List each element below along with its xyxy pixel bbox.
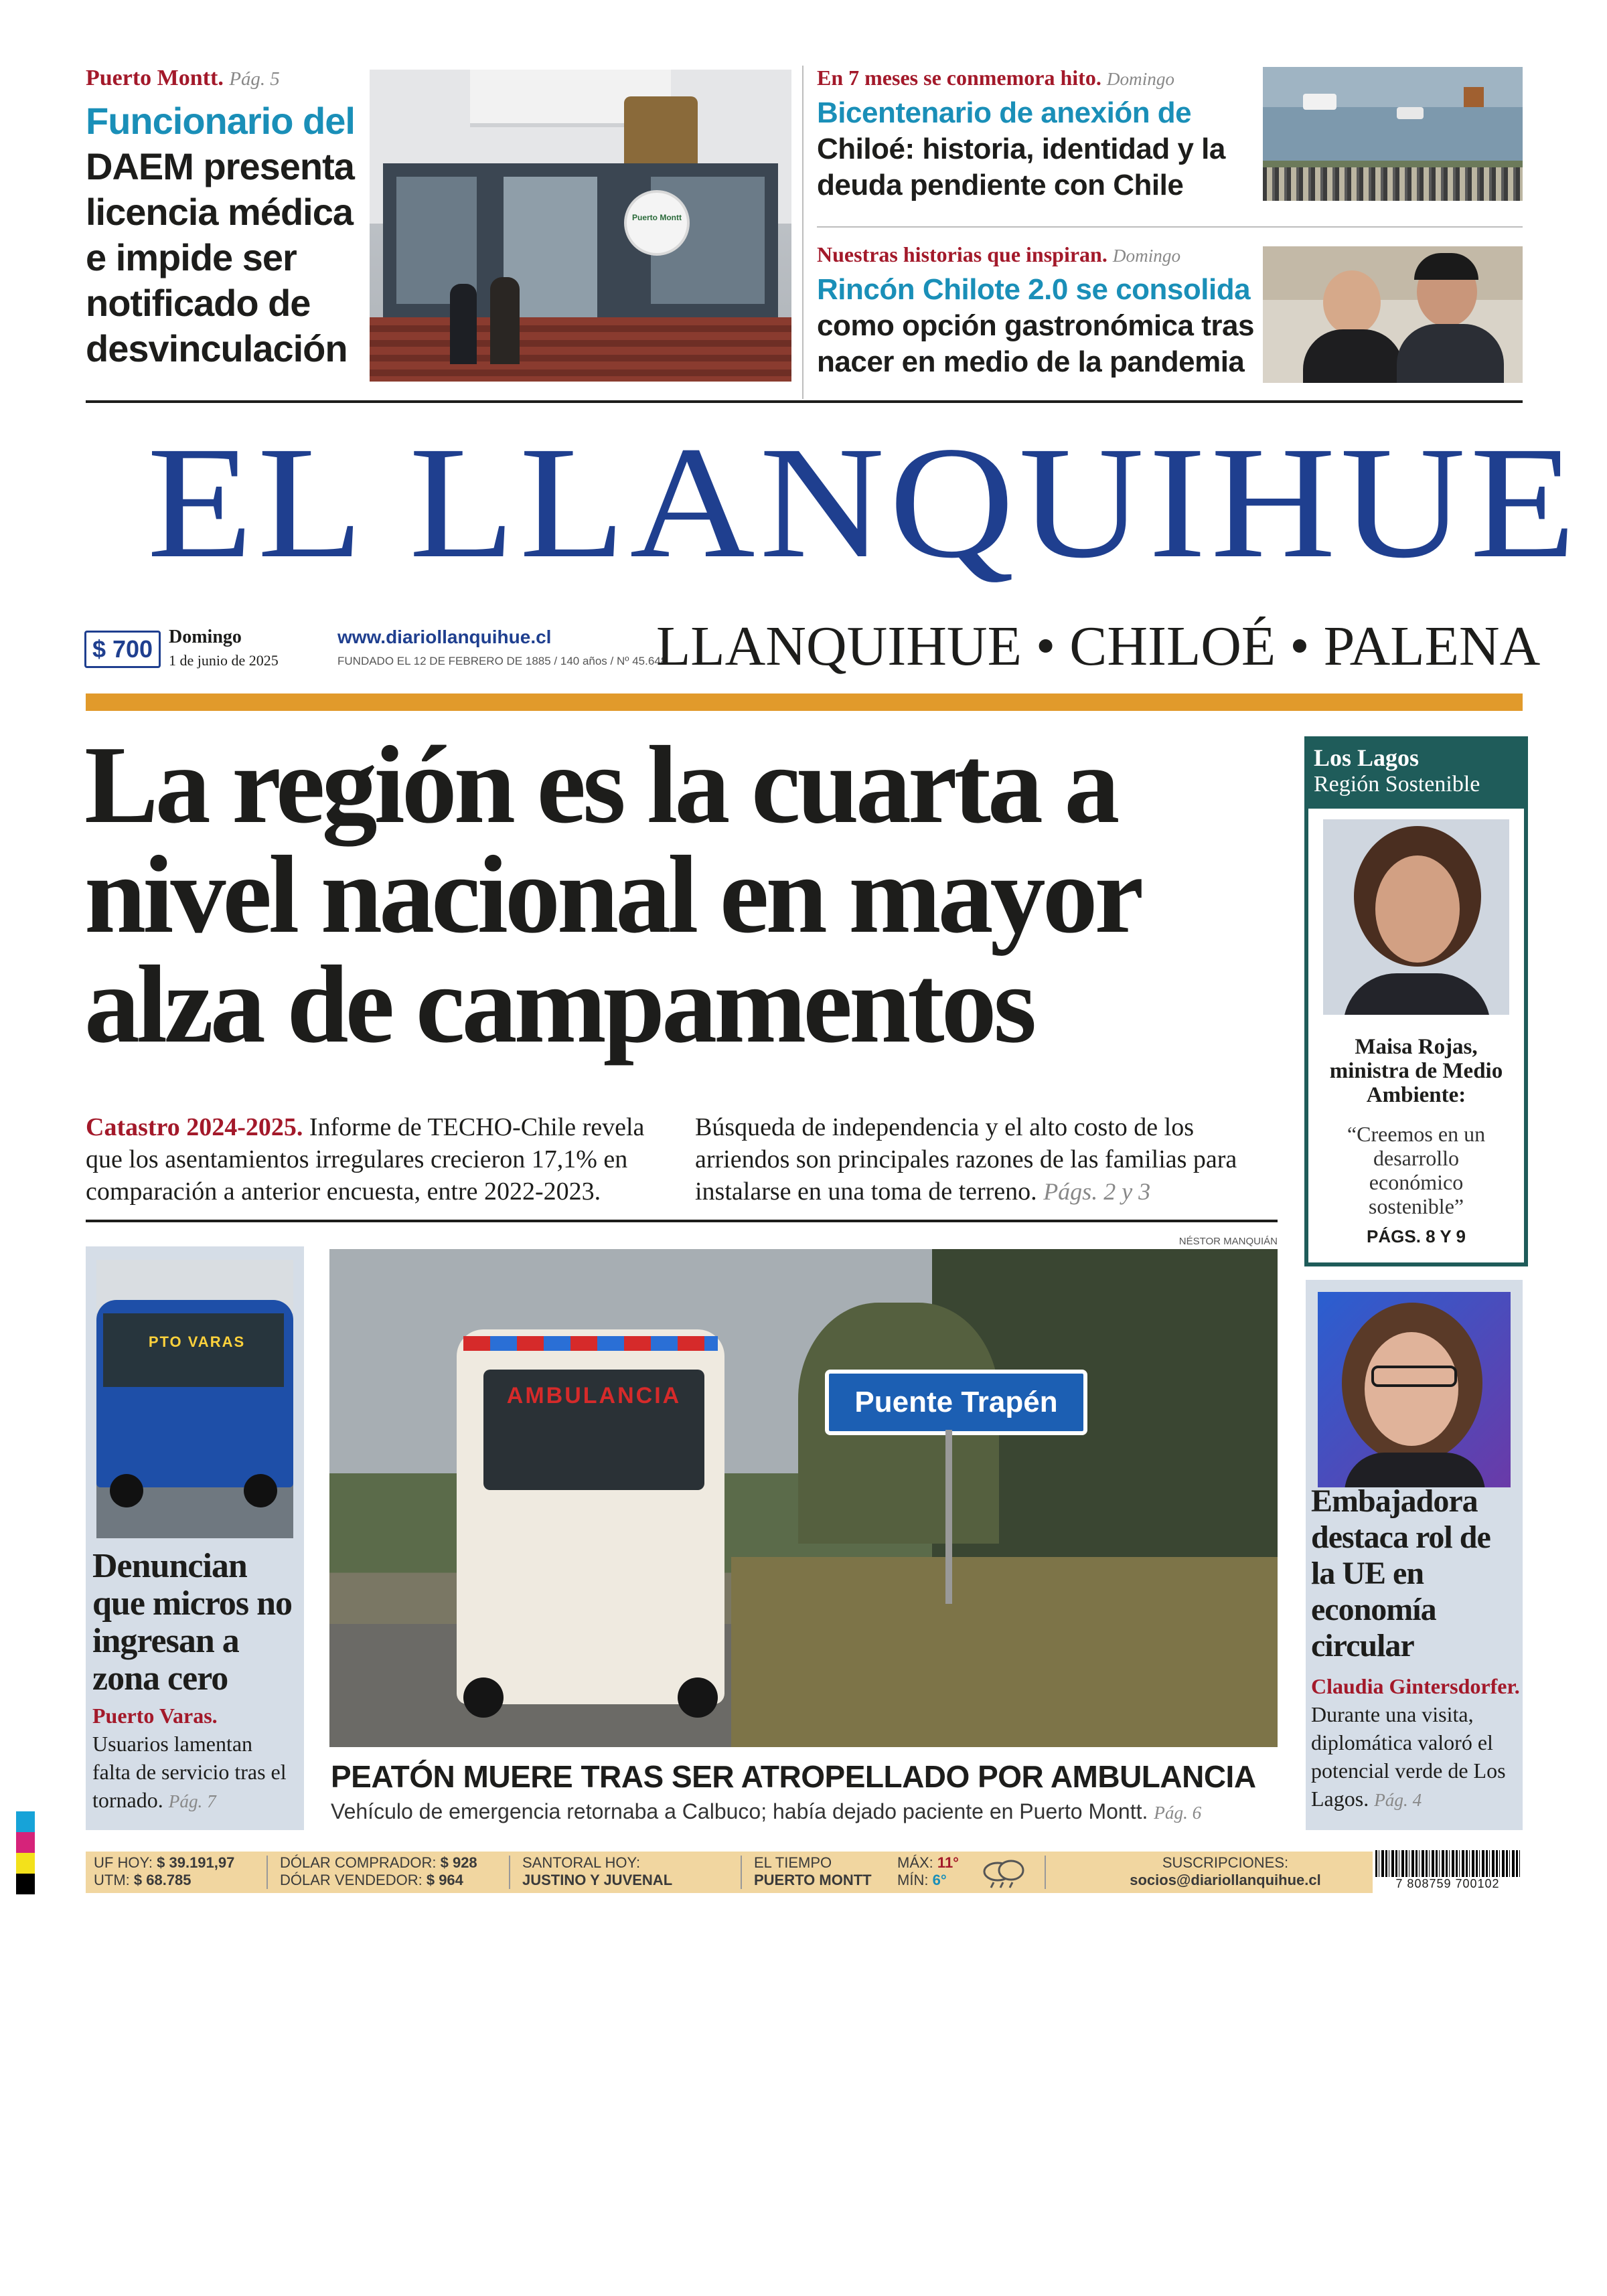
founded-line: FUNDADO EL 12 DE FEBRERO DE 1885 / 140 años / Nº 45.648	[337, 655, 668, 667]
photo-headline[interactable]: PEATÓN MUERE TRAS SER ATROPELLADO POR AMBULANCIA	[331, 1759, 1256, 1794]
color-registration-marks	[16, 1811, 35, 1894]
teaser-bicentenario[interactable]	[817, 64, 1245, 212]
teaser-rincon-chilote[interactable]	[817, 241, 1259, 388]
teaser-kicker: Nuestras historias que inspiran.	[817, 242, 1107, 266]
uf-label: UF HOY:	[94, 1854, 153, 1871]
dolar-vendedor-label: DÓLAR VENDEDOR:	[280, 1872, 423, 1888]
rincon-chilote-owners-photo	[1263, 246, 1523, 383]
chiloe-boats-photo	[1263, 67, 1523, 201]
max-label: MÁX:	[897, 1854, 933, 1871]
ambulance-photo[interactable]	[329, 1249, 1278, 1747]
price: $ 700	[92, 635, 153, 663]
teaser-kicker: Puerto Montt.	[86, 66, 224, 90]
lead-deck-left-text: Informe de TECHO-Chile revela que los asentamientos irregulares crecieron 17,1% en comparación a anterior encuesta, entre 2022-2023.	[86, 1113, 645, 1206]
issue-day: Domingo	[169, 627, 242, 647]
micros-page: Pág. 7	[168, 1791, 216, 1811]
teaser-day: Domingo	[1112, 246, 1181, 266]
santoral-label: SANTORAL HOY:	[522, 1854, 641, 1871]
micros-headline: Denuncian que micros no ingresan a zona cero	[92, 1547, 293, 1698]
ambulance-label: AMBULANCIA	[506, 1383, 682, 1408]
micros-kicker: Puerto Varas.	[92, 1704, 218, 1728]
road-sign: Puente Trapén	[854, 1386, 1058, 1418]
daem-building-photo	[370, 70, 791, 382]
box-title: Los Lagos	[1314, 744, 1420, 771]
ue-panel[interactable]	[1306, 1280, 1523, 1830]
building-sign: Puerto Montt	[632, 213, 682, 222]
tiempo-city: PUERTO MONTT	[754, 1872, 872, 1888]
teaser-headline-lead: Funcionario del	[86, 100, 355, 142]
subscriptions-label: SUSCRIPCIONES:	[1162, 1854, 1289, 1871]
photo-caption-page: Pág. 6	[1154, 1803, 1202, 1823]
uf-value: $ 39.191,97	[157, 1854, 235, 1871]
bus-destination-sign: PTO VARAS	[148, 1333, 246, 1350]
box-quote: “Creemos en un desarrollo económico sostenible”	[1347, 1122, 1486, 1218]
photo-caption-text: Vehículo de emergencia retornaba a Calbuco; había dejado paciente en Puerto Montt.	[331, 1799, 1148, 1823]
ue-headline: Embajadora destaca rol de la UE en economía circular	[1311, 1483, 1490, 1663]
masthead-title: EL LLANQUIHUE	[147, 413, 1581, 591]
tiempo-label: EL TIEMPO	[754, 1854, 832, 1871]
regions-tagline: LLANQUIHUE • CHILOÉ • PALENA	[656, 615, 1541, 677]
ue-body: Durante una visita, diplomática valoró el potencial verde de Los Lagos.	[1311, 1702, 1506, 1811]
orange-rule	[86, 693, 1523, 711]
lead-deck-left	[86, 1111, 668, 1208]
lead-deck-right-text: Búsqueda de independencia y el alto costo de los arriendos son principales razones de las familias para instalarse en una toma de terreno.	[695, 1113, 1237, 1206]
bus-photo	[96, 1260, 293, 1538]
top-column-divider	[802, 66, 804, 399]
min-value: 6°	[932, 1872, 947, 1888]
teaser-headline-lead: Rincón Chilote 2.0 se consolida	[817, 273, 1251, 306]
website-link[interactable]: www.diariollanquihue.cl	[337, 627, 552, 647]
box-subtitle: Región Sostenible	[1314, 772, 1480, 797]
dolar-comprador-value: $ 928	[440, 1854, 477, 1871]
photo-caption	[331, 1798, 1279, 1826]
ue-kicker: Claudia Gintersdorfer.	[1311, 1674, 1520, 1698]
footer-bar	[86, 1852, 1523, 1893]
teaser-puerto-montt[interactable]	[86, 64, 360, 386]
dolar-vendedor-value: $ 964	[426, 1872, 463, 1888]
price-box	[84, 631, 161, 668]
barcode-number: 7 808759 700102	[1395, 1877, 1500, 1890]
issue-date: 1 de junio de 2025	[169, 652, 279, 669]
max-value: 11°	[937, 1854, 959, 1871]
santoral-value: JUSTINO Y JUVENAL	[522, 1872, 673, 1888]
rain-cloud-icon	[978, 1857, 1030, 1889]
micros-body: Usuarios lamentan falta de servicio tras el tornado.	[92, 1732, 287, 1812]
top-section-rule	[86, 400, 1523, 403]
photo-credit: NÉSTOR MANQUIÁN	[1178, 1236, 1278, 1247]
teaser-headline: DAEM presenta licencia médica e impide ser notificado de desvinculación	[86, 145, 354, 370]
teaser-headline-lead: Bicentenario de anexión de	[817, 96, 1192, 129]
claudia-gintersdorfer-photo	[1318, 1292, 1511, 1487]
lead-rule	[86, 1220, 1278, 1222]
teaser-page-ref: Pág. 5	[229, 68, 280, 90]
teaser-day: Domingo	[1106, 69, 1175, 89]
utm-value: $ 68.785	[133, 1872, 192, 1888]
lead-deck-right	[695, 1111, 1284, 1208]
teaser-headline: Chiloé: historia, identidad y la deuda pendiente con Chile	[817, 133, 1225, 201]
lead-headline[interactable]: La región es la cuarta a nivel nacional en mayor alza de campamentos	[84, 723, 1139, 1066]
barcode	[1373, 1849, 1523, 1894]
maisa-rojas-photo	[1323, 819, 1509, 1015]
teaser-kicker: En 7 meses se conmemora hito.	[817, 66, 1101, 90]
top-right-divider	[817, 226, 1523, 228]
box-person: Maisa Rojas, ministra de Medio Ambiente:	[1329, 1035, 1503, 1107]
utm-label: UTM:	[94, 1872, 130, 1888]
lead-deck-kicker: Catastro 2024-2025.	[86, 1113, 303, 1141]
dolar-comprador-label: DÓLAR COMPRADOR:	[280, 1854, 437, 1871]
ue-page: Pág. 4	[1374, 1790, 1422, 1810]
lead-deck-pages: Págs. 2 y 3	[1043, 1178, 1151, 1205]
sostenible-box[interactable]	[1304, 736, 1528, 1266]
min-label: MÍN:	[897, 1872, 929, 1888]
subscriptions-email[interactable]: socios@diariollanquihue.cl	[1130, 1872, 1321, 1888]
micros-panel[interactable]	[86, 1246, 304, 1830]
box-pages: PÁGS. 8 Y 9	[1367, 1226, 1466, 1246]
teaser-headline: como opción gastronómica tras nacer en medio de la pandemia	[817, 309, 1254, 378]
